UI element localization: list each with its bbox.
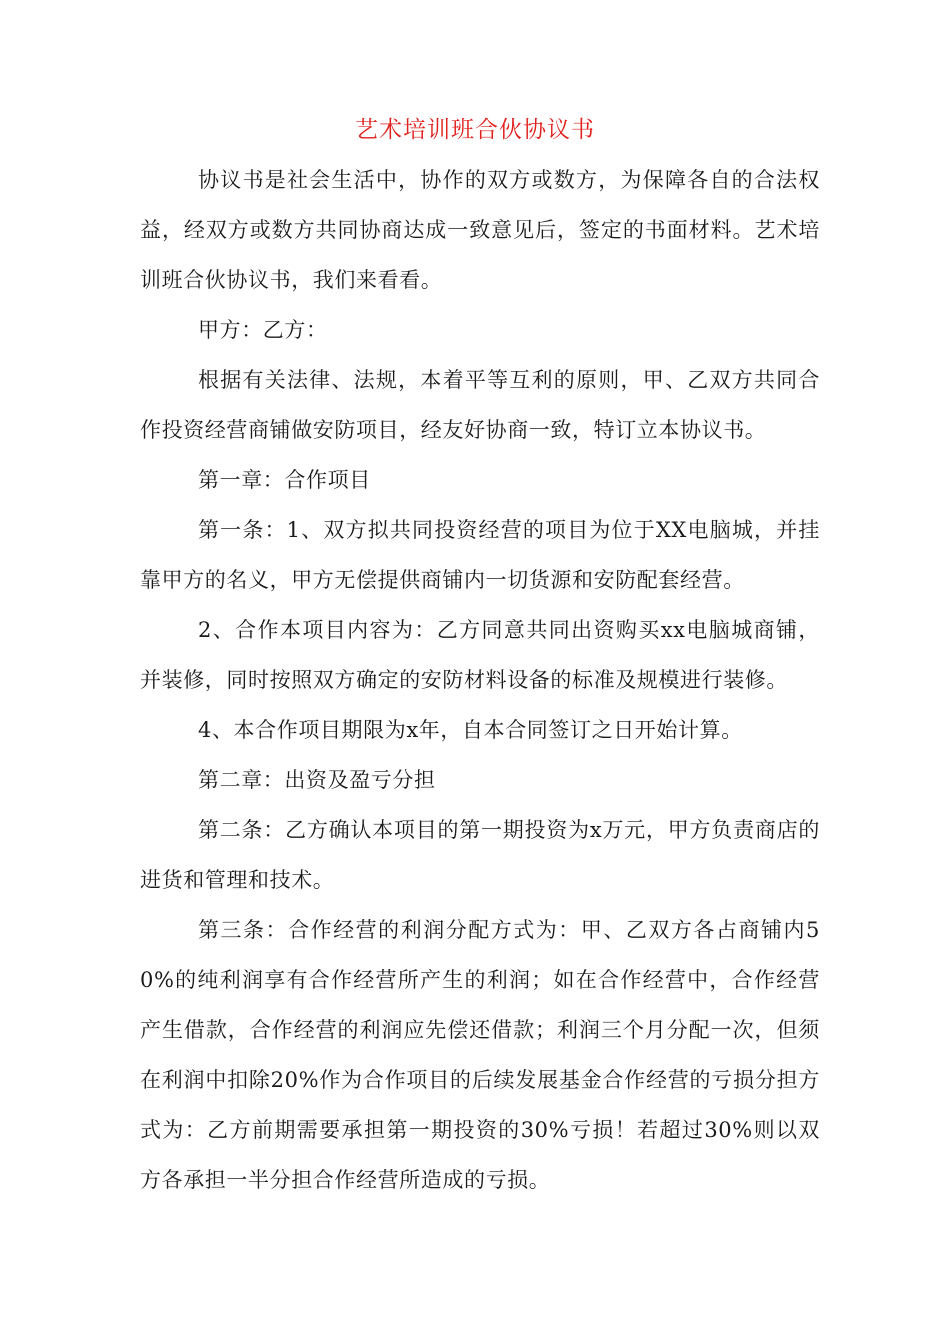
document-body [140, 155, 820, 1205]
parties-line: 甲方：乙方： [198, 318, 328, 342]
preamble-paragraph: 根据有关法律、法规，本着平等互利的原则，甲、乙双方共同合作投资经营商铺做安防项目，经友好协商一致，特订立本协议书。 [140, 368, 820, 442]
chapter-2-heading: 第二章：出资及盈亏分担 [198, 768, 436, 792]
article-1-item-2: 2、合作本项目内容为：乙方同意共同出资购买xx电脑城商铺，并装修，同时按照双方确定的安防材料设备的标准及规模进行装修。 [140, 618, 820, 692]
article-3-paragraph: 第三条：合作经营的利润分配方式为：甲、乙双方各占商铺内50%的纯利润享有合作经营所产生的利润；如在合作经营中，合作经营产生借款，合作经营的利润应先偿还借款；利润三个月分配一次，但须在利润中扣除20%作为合作项目的后续发展基金合作经营的亏损分担方式为：乙方前期需要承担第一期投资的30%亏损！若超过30%则以双方各承担一半分担合作经营所造成的亏损。 [140, 918, 820, 1192]
chapter-1-heading: 第一章：合作项目 [198, 468, 371, 492]
article-1-item-4: 4、本合作项目期限为x年，自本合同签订之日开始计算。 [198, 718, 743, 742]
intro-paragraph: 协议书是社会生活中，协作的双方或数方，为保障各自的合法权益，经双方或数方共同协商达成一致意见后，签定的书面材料。艺术培训班合伙协议书，我们来看看。 [140, 168, 820, 292]
article-1-paragraph: 第一条：1、双方拟共同投资经营的项目为位于XX电脑城，并挂靠甲方的名义，甲方无偿提供商铺内一切货源和安防配套经营。 [140, 518, 820, 592]
article-2-paragraph: 第二条：乙方确认本项目的第一期投资为x万元，甲方负责商店的进货和管理和技术。 [140, 818, 820, 892]
document-title: 艺术培训班合伙协议书 [355, 117, 595, 143]
